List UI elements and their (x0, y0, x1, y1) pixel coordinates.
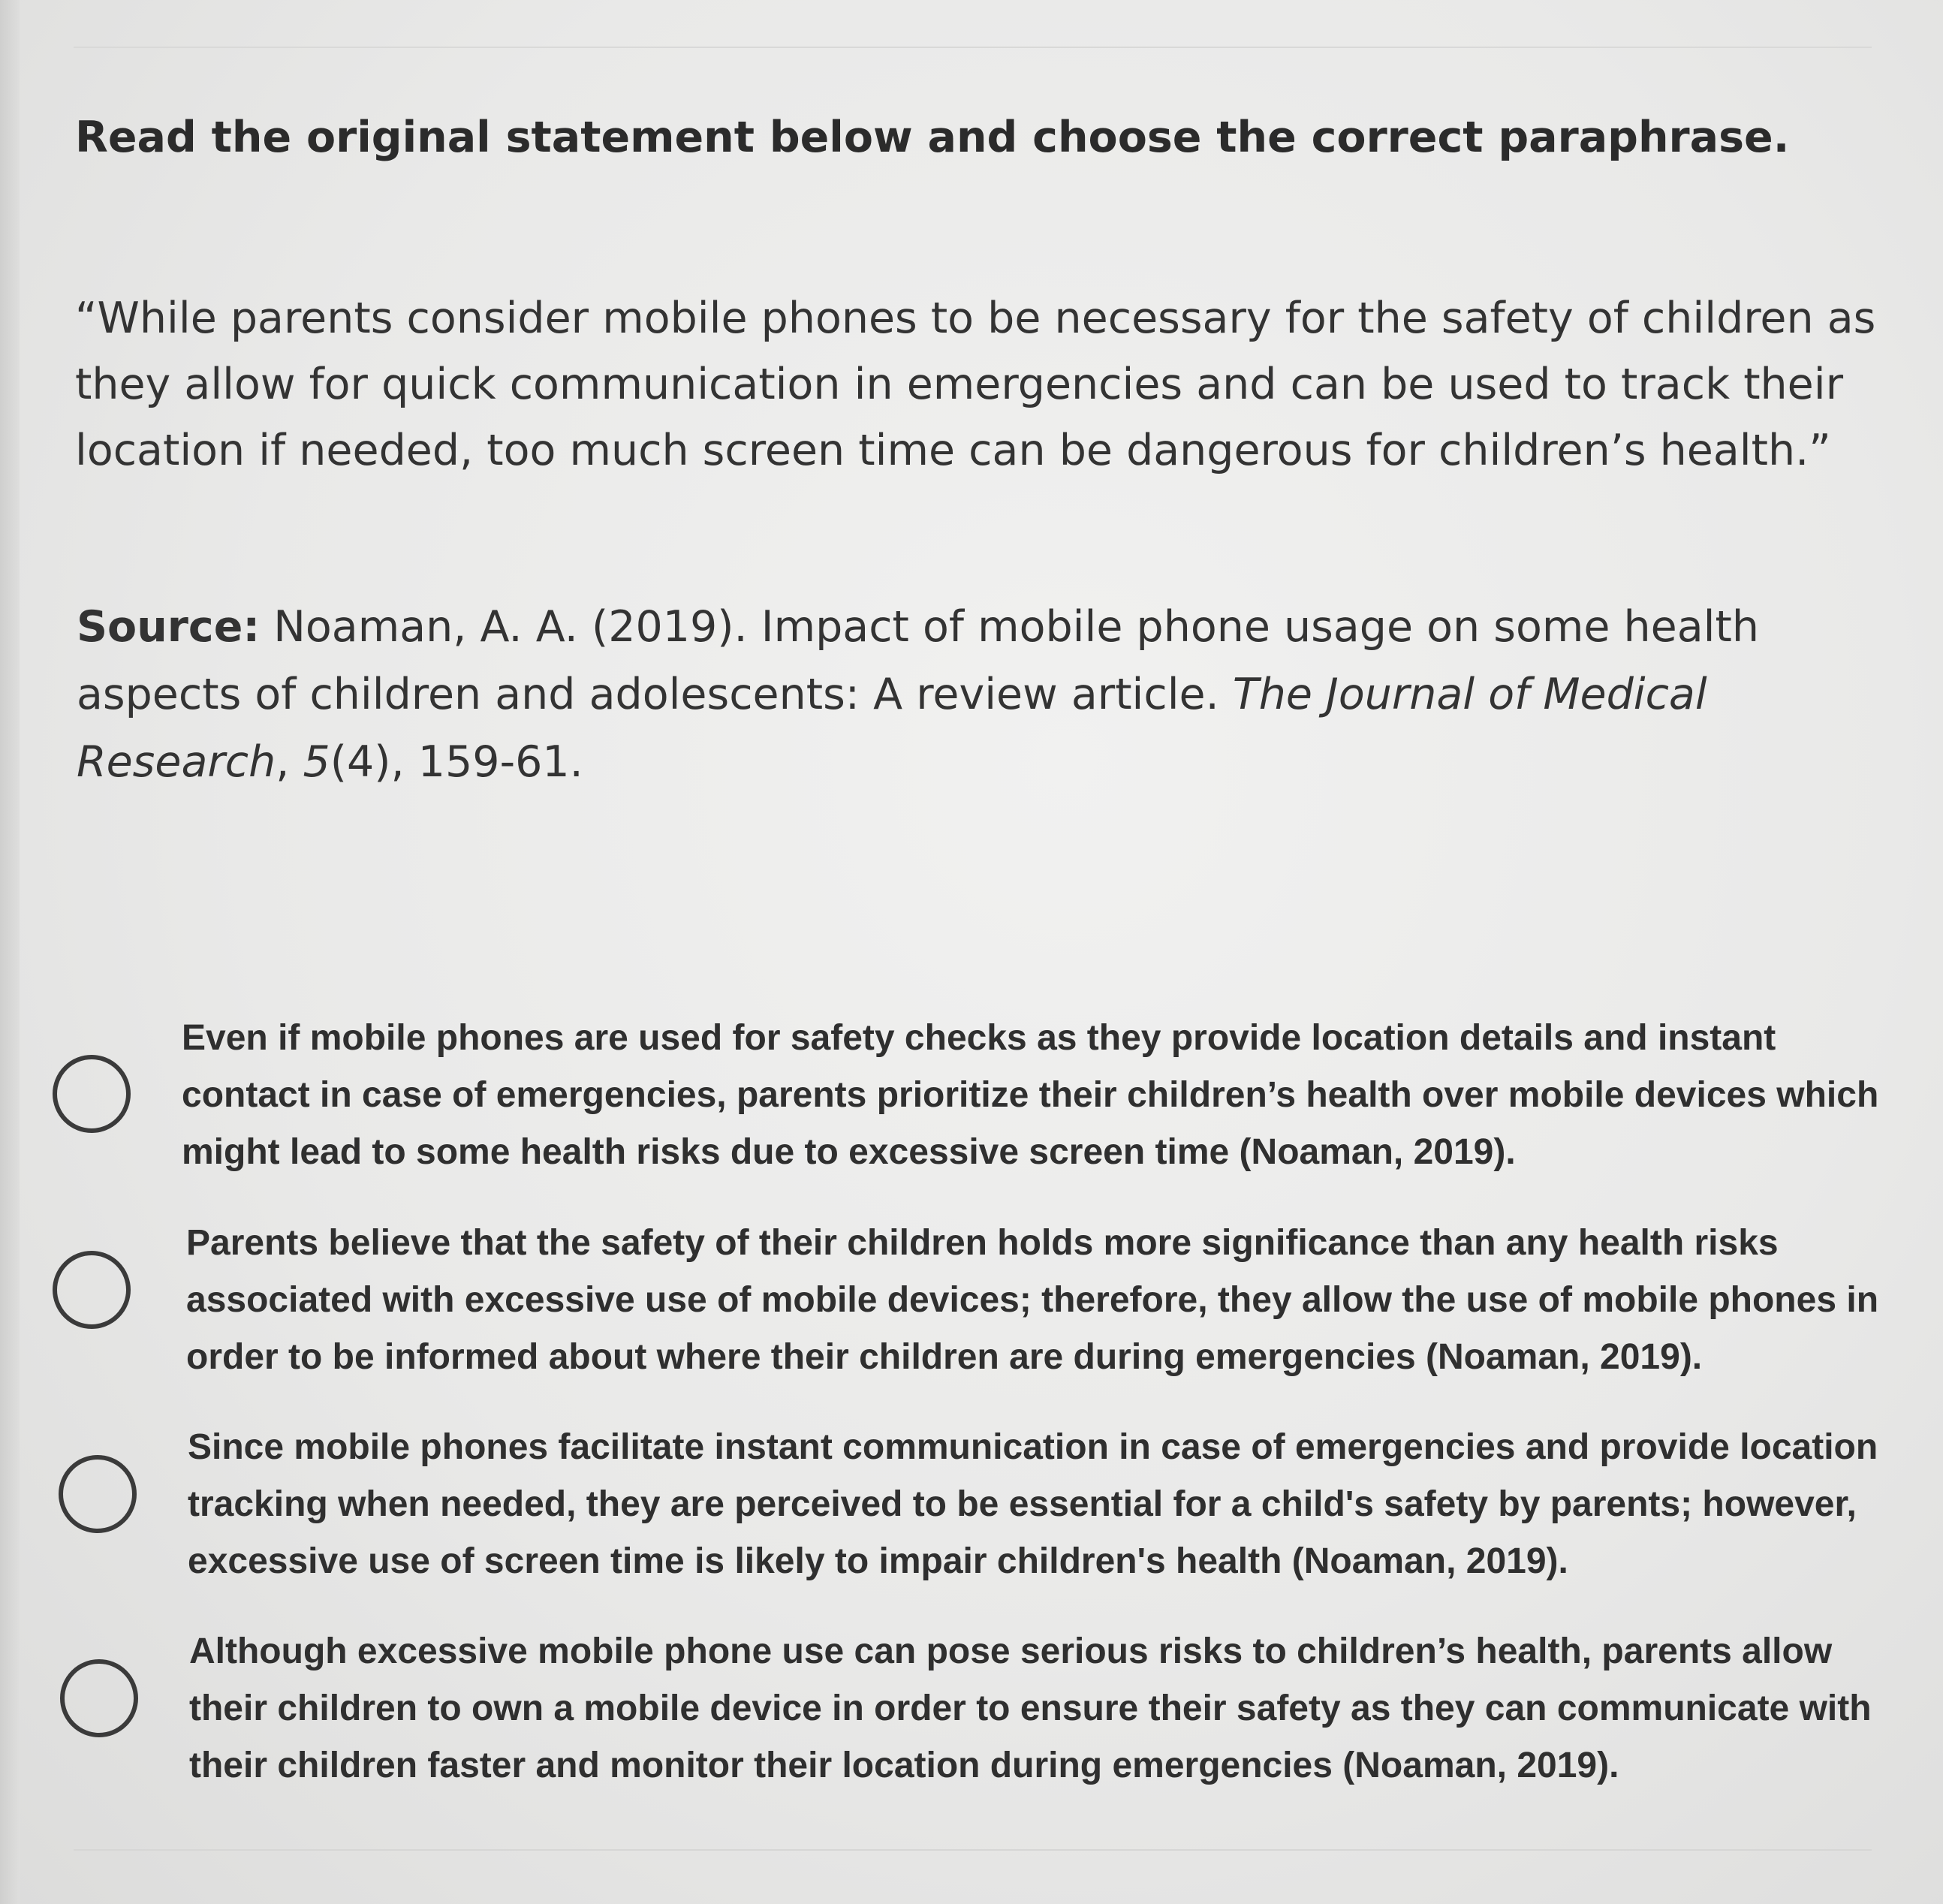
answer-option-3[interactable] (53, 1419, 1907, 1599)
journal-volume: 5 (303, 737, 330, 787)
source-label: Source: (77, 602, 261, 652)
source-citation (77, 593, 1893, 796)
answer-option-4[interactable] (53, 1623, 1907, 1803)
radio-button-2[interactable] (53, 1251, 131, 1329)
answer-option-text[interactable]: Parents believe that the safety of their children holds more significance than any health risks associated with excessive use of mobile devices; therefore, they allow the use of mobile phones in order to be informed about where their children are during emergencies (Noaman, 2019). (186, 1223, 1879, 1377)
answer-option-text[interactable]: Although excessive mobile phone use can pose serious risks to children’s health, parents allow their children to own a mobile device in order to ensure their safety as they can communicate with their children faster and monitor their location during emergencies (Noaman, 2019). (189, 1631, 1872, 1785)
radio-button-4[interactable] (60, 1659, 138, 1737)
citation-pages: (4), 159-61. (330, 737, 583, 787)
citation-comma: , (276, 737, 303, 787)
answer-option-text[interactable]: Since mobile phones facilitate instant communication in case of emergencies and provide location tracking when needed, they are perceived to be essential for a child's safety by parents; however, excessive use of screen time is likely to impair children's health (Noaman, 2019). (188, 1427, 1878, 1581)
top-divider (74, 47, 1872, 48)
question-instruction: Read the original statement below and choose the correct paraphrase. (75, 113, 1790, 162)
screen-bezel-edge (0, 0, 20, 1904)
radio-button-1[interactable] (53, 1055, 131, 1133)
radio-button-3[interactable] (59, 1455, 137, 1533)
bottom-divider (74, 1849, 1872, 1851)
answer-option-2[interactable] (53, 1215, 1907, 1395)
answer-option-1[interactable] (53, 1010, 1907, 1190)
answer-option-text[interactable]: Even if mobile phones are used for safety checks as they provide location details and instant contact in case of emergencies, parents prioritize their children’s health over mobile devices which might lead to some health risks due to excessive screen time (Noaman, 2019). (182, 1018, 1879, 1172)
original-statement: “While parents consider mobile phones to be necessary for the safety of children as they allow for quick communication in emergencies and can be used to track their location if needed, too much screen time can be dangerous for children’s health.” (75, 294, 1876, 475)
journal-title: The Journal of Medical Research (77, 670, 1707, 787)
citation-text: Noaman, A. A. (2019). Impact of mobile phone usage on some health aspects of children and adolescents: A review article. (77, 602, 1759, 719)
